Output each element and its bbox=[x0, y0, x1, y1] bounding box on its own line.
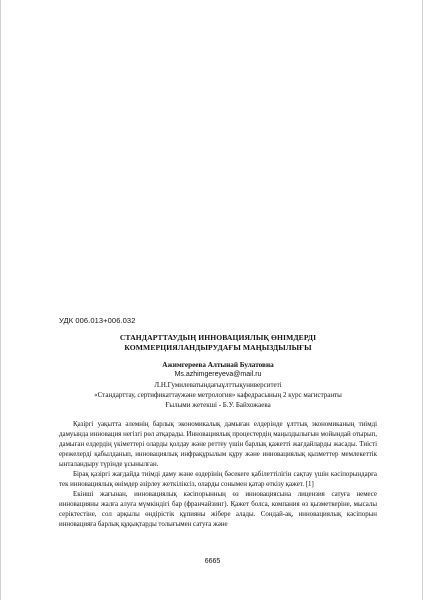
author-affiliation-university: Л.Н.Гумилеватындағыұлттықуниверситеті bbox=[154, 381, 282, 389]
paragraph: Бірақ қазіргі жағдайда тиімді даму және өздерінің бәсекеге қабілеттілігін сақтау үшін кәсіпорындарға тек инновациялық өнімдер әзірлеу жеткіліксіз, оларды сонымен қатар өткізу қажет. [1] bbox=[59, 471, 377, 488]
title-line-2: КОММЕРЦИЯЛАНДЫРУДАҒЫ МАҢЫЗДЫЛЫҒЫ bbox=[124, 343, 312, 352]
author-name: Ажимгереева Алтынай Булатовна bbox=[162, 361, 274, 369]
udk-code: УДК 006.013+006.032 bbox=[59, 316, 136, 325]
author-affiliation-department: «Стандарттау, сертификаттаужәне метрология» кафедрасының 2 курс магистранты bbox=[94, 391, 342, 399]
supervisor: Ғылыми жетекші - Б.У. Байхожаева bbox=[165, 401, 271, 409]
paragraph: Екінші жағынан, инновациялық кәсіпорынның өз инновациясына лицензия сатуға немесе инновацияны жалға алуға мүмкіндігі бар (франчайзинг). Қажет болса, компания өз қызметкеріне, мысалы серіктестіне, сол арқылы өндірістік құпияны жібере алады. Сондай-ақ, инновациялық кәсіпорын инновацияға барлық құқықтарды толығымен сатуға және bbox=[59, 491, 377, 528]
body-text bbox=[59, 420, 377, 530]
page-number: 6665 bbox=[204, 558, 221, 565]
paragraph: Қазіргі уақытта әлемнің барлық экономикалық дамыған елдерінде ұлттық экономиканың тиімді дамуында инновация негізгі рөл атқарады. Инновациялық процестердің маңыздылығын мойындай отырып, дамыған елдердің үкіметтері оларды қолдау және реттеу үшін барлық қажетті жағдайларды жасады. Тиісті ережелерді қабылданып, инновациялық инфрақұрылым құру және инновациялық қызметтер мемлекеттік ынталандыру түрінде ұсынылған. bbox=[59, 421, 377, 468]
title-line-1: СТАНДАРТТАУДЫҢ ИННОВАЦИЯЛЫҚ ӨНІМДЕРДІ bbox=[119, 333, 317, 342]
author-email: Ms.azhimgereyeva@mail.ru bbox=[174, 371, 262, 378]
